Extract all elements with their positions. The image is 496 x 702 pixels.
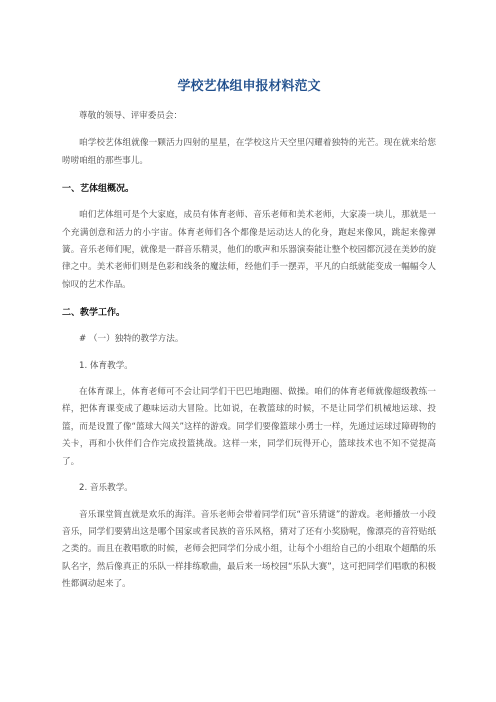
item-heading-pe: 1. 体育教学。: [79, 360, 133, 371]
overview-paragraph: 咱们艺体组可是个大家庭，成员有体育老师、音乐老师和美术老师，大家凑一块儿，那就是一个充满创意和活力的小宇宙。体育老师们各个都像是运动达人的化身，跑起来像风，跳起来像弹簧。音乐老师们呢，就像是一群音乐精灵，他们的歌声和乐器演奏能让整个校园都沉浸在美妙的旋律之中。美术老师们则是色彩和线条的魔法师，经他们手一摆弄，平凡的白纸就能变成一幅幅令人惊叹的艺术作品。: [62, 210, 436, 290]
section-heading-overview: 一、艺体组概况。: [62, 184, 135, 195]
music-paragraph: 音乐课堂简直就是欢乐的海洋。音乐老师会带着同学们玩“音乐猜谜”的游戏。老师播放一小段音乐，同学们要猜出这是哪个国家或者民族的音乐风格，猜对了还有小奖励呢，像漂亮的音符贴纸之类的。而且在教唱歌的时候，老师会把同学们分成小组，让每个小组给自己的小组取个超酷的乐队名字，然后像真正的乐队一样排练歌曲，最后来一场校园“乐队大赛”，这可把同学们唱歌的积极性都调动起来了。: [62, 509, 436, 590]
greeting: 尊敬的领导、评审委员会：: [79, 111, 183, 121]
document-title: 学校艺体组申报材料范文: [177, 79, 321, 94]
item-heading-music: 2. 音乐教学。: [79, 483, 133, 494]
document-page: [62, 78, 436, 594]
pe-paragraph: 在体育课上，体育老师可不会让同学们干巴巴地跑圈、做操。咱们的体育老师就像超级教练一样，把体育课变成了趣味运动大冒险。比如说，在教篮球的时候，不是让同学们机械地运球、投篮，而是设置了像“篮球大闯关”这样的游戏。同学们要像篮球小勇士一样，先通过运球过障碍物的关卡，再和小伙伴们合作完成投篮挑战。这样一来，同学们玩得开心，篮球技术也不知不觉提高了。: [62, 387, 436, 467]
section-heading-teaching: 二、教学工作。: [62, 308, 126, 319]
intro-paragraph: 咱学校艺体组就像一颗活力四射的星星，在学校这片天空里闪耀着独特的光芒。现在就来给您唠唠咱组的那些事儿。: [62, 138, 436, 166]
subsection-heading-methods: # （一）独特的教学方法。: [79, 334, 184, 345]
